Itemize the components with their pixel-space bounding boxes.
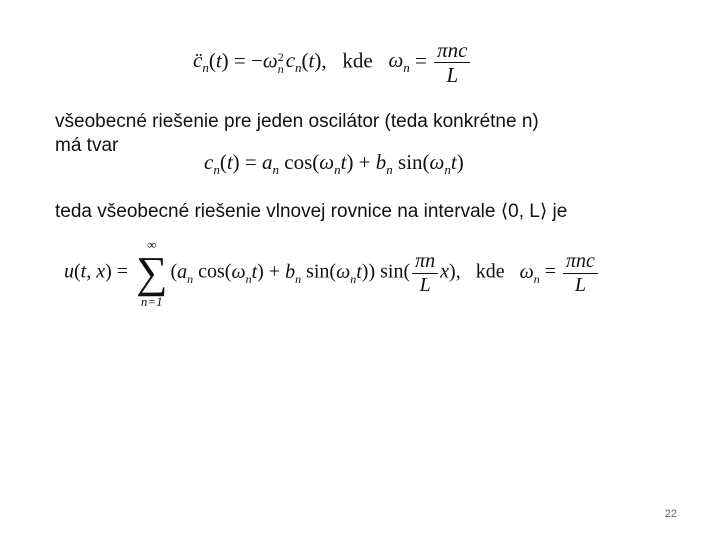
equation-oscillator: $c̈_n(t) = -\omega$ 2 n $c_n(t)$, kde $\omega_n$ = $\frac{\text{πnc}}{L}$ <box>193 38 472 87</box>
kde-label-2: kde <box>475 260 505 283</box>
page-number: 22 <box>664 508 677 520</box>
omega-fraction-2: $\frac{\text{πnc}}{L}$ <box>563 250 598 297</box>
text-line-1: všeobecné riešenie pre jeden oscilátor (teda konkrétne n) <box>55 111 539 132</box>
kde-label: kde <box>342 48 373 73</box>
equation-general-solution: $c_n(t) = a_n$ $\cos(\omega_nt) + b_n$ $\sin(\omega_nt)$ <box>204 150 464 178</box>
equation-wave-solution: u(t, x) = ∞ ∑ n=1 ($a_n$ $\cos(\omega_nt) + b_n$ $\sin(\omega_nt)$) sin( $\frac{\pi n}{L}$ x), kde $\omega_n$ = $\frac{\text{πnc}}{L}$ <box>64 238 600 308</box>
pi-n-over-L-fraction: $\frac{\pi n}{L}$ <box>412 250 438 297</box>
omega-fraction: $\frac{\text{πnc}}{L}$ <box>434 38 470 87</box>
sum-symbol: ∞ ∑ n=1 <box>136 237 168 309</box>
text-line-2: má tvar <box>55 135 119 156</box>
text-line-3: teda všeobecné riešenie vlnovej rovnice na intervale ⟨0, L⟩ je <box>55 201 568 222</box>
